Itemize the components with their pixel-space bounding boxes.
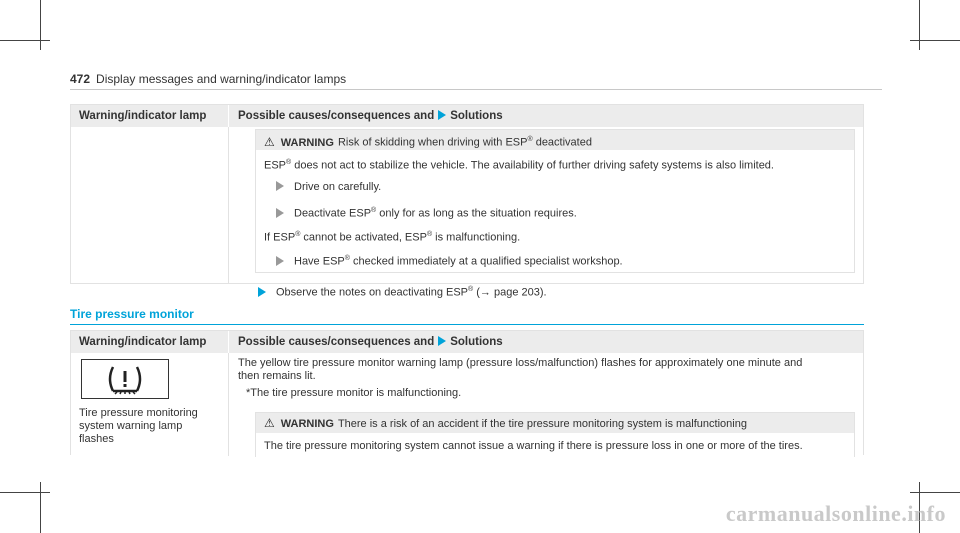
step-item: Deactivate ESP® only for as long as the situation requires.	[276, 204, 846, 218]
warning-body: The tire pressure monitoring system cannot issue a warning if there is pressure loss in one or more of the tires.	[264, 440, 803, 452]
step-arrow-icon	[276, 256, 284, 266]
arrow-right-icon	[438, 110, 446, 120]
page-number: 472	[70, 72, 91, 86]
table-row	[71, 127, 863, 299]
header-title: Display messages and warning/indicator lamps	[96, 72, 347, 86]
warning-label: WARNING	[280, 136, 334, 149]
header-divider	[70, 89, 882, 90]
warning-box	[255, 412, 855, 457]
page-header	[70, 72, 346, 86]
crop-mark	[40, 0, 41, 50]
section-divider	[70, 324, 864, 325]
col-lamp-header: Warning/indicator lamp	[71, 331, 229, 353]
step-item: Drive on carefully.	[276, 180, 846, 194]
warning-box	[255, 129, 855, 273]
description-text: then remains lit.	[238, 370, 316, 382]
warning-header: ⚠ WARNING There is a risk of an accident if the tire pressure monitoring system is malfunctioning	[256, 413, 854, 433]
tire-pressure-table	[70, 330, 864, 455]
warning-triangle-icon: ⚠	[264, 416, 275, 430]
causes-cell	[229, 353, 863, 456]
step-arrow-icon	[276, 208, 284, 218]
col-lamp-header: Warning/indicator lamp	[71, 105, 229, 127]
causes-cell	[229, 127, 863, 299]
lamp-cell	[71, 353, 229, 456]
col-causes-header: Possible causes/consequences and Solutions	[238, 336, 503, 348]
crop-mark	[910, 40, 960, 41]
description-text: The yellow tire pressure monitor warning lamp (pressure loss/malfunction) flashes for approximately one minute and	[238, 357, 803, 369]
section-title: Tire pressure monitor	[70, 307, 194, 321]
crop-mark	[919, 0, 920, 50]
warning-label: WARNING	[280, 418, 334, 430]
page-reference-link[interactable]: (→ page 203).	[473, 286, 547, 299]
lamp-description: flashes	[79, 433, 114, 445]
table-row	[71, 353, 863, 456]
crop-mark	[40, 482, 41, 533]
warning-triangle-icon: ⚠	[264, 134, 275, 149]
step-arrow-icon	[276, 181, 284, 191]
col-causes-header: Possible causes/consequences and Solutions	[238, 110, 503, 122]
lamp-description: system warning lamp	[79, 420, 183, 432]
crop-mark	[0, 40, 50, 41]
crop-mark	[910, 492, 960, 493]
crop-mark	[0, 492, 50, 493]
description-text: *The tire pressure monitor is malfunctioning.	[246, 387, 462, 399]
arrow-right-icon	[258, 287, 266, 297]
observe-step: Observe the notes on deactivating ESP® (→ page 203).	[258, 283, 855, 297]
lamp-cell	[71, 127, 229, 283]
arrow-right-icon	[438, 336, 446, 346]
table-header	[71, 105, 863, 127]
table-header	[71, 331, 863, 353]
esp-table	[70, 104, 864, 299]
step-item: Have ESP® checked immediately at a qualified specialist workshop.	[276, 252, 846, 266]
watermark: carmanualsonline.info	[725, 501, 946, 526]
warning-header: ⚠ WARNING Risk of skidding when driving with ESP® deactivated	[256, 130, 854, 150]
warning-body: ESP® does not act to stabilize the vehicle. The availability of further driving safety systems is also limited. Drive on carefully. Deactivate ESP® only for as long as the situation requires. If ESP® cannot be activated, ESP® is malfunctioning. Have ESP® checked immediately at a qualified specialist workshop.	[256, 150, 854, 272]
lamp-description: Tire pressure monitoring	[79, 407, 198, 419]
tire-pressure-warning-icon	[81, 359, 169, 399]
